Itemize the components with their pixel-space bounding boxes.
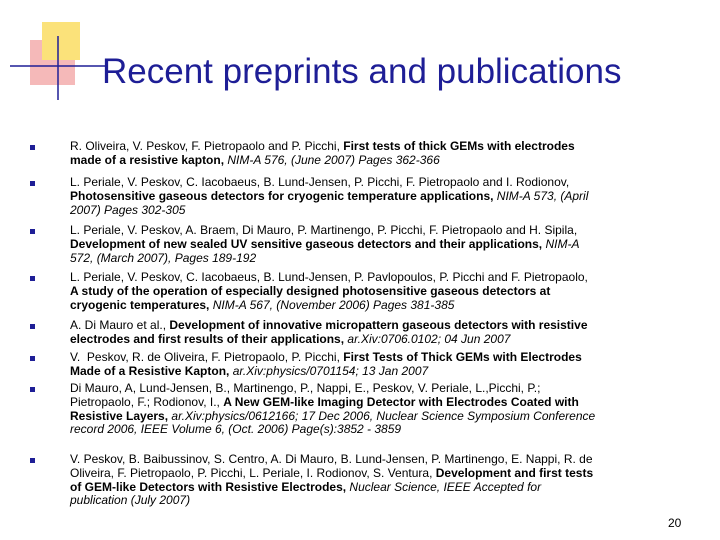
publication-title-text: Development and first tests xyxy=(435,465,594,480)
publication-source-text: ar.Xiv:physics/0701154; 13 Jan 2007 xyxy=(232,363,429,378)
publication-line xyxy=(70,351,700,365)
publication-title-text: electrodes and first results of their applications, xyxy=(70,331,348,346)
publication-source-text: Nuclear Science, IEEE Accepted for xyxy=(349,479,542,494)
publication-title-text: Resistive Layers, xyxy=(70,408,172,423)
publication-line xyxy=(70,423,700,437)
publication-title-text: A New GEM-like Imaging Detector with Electrodes Coated with xyxy=(223,394,579,409)
publication-source-text: NIM-A 573, (April xyxy=(496,188,589,203)
publication-authors-text: V. Peskov, B. Baibussinov, S. Centro, A. Di Mauro, B. Lund-Jensen, P. Martinengo, E. Nappi, R. de xyxy=(70,452,593,466)
publication-line xyxy=(70,140,700,154)
publication-line xyxy=(70,494,700,508)
publication-line xyxy=(70,453,700,467)
publication-line xyxy=(70,467,700,481)
publication-authors-text: L. Periale, V. Peskov, C. Iacobaeus, B. Lund-Jensen, P. Picchi, F. Pietropaolo and I. Rodionov, xyxy=(70,175,570,189)
publication-title-text: Development of new sealed UV sensitive gaseous detectors and their applications, xyxy=(70,236,546,251)
publication-source-text: 2007) Pages 302-305 xyxy=(70,202,186,217)
publication-line xyxy=(70,176,700,190)
publication-title-text: Made of a Resistive Kapton, xyxy=(70,363,233,378)
publication-source-text: record 2006, IEEE Volume 6, (Oct. 2006) Page(s):3852 - 3859 xyxy=(70,422,402,437)
publication-source-text: publication (July 2007) xyxy=(70,493,191,508)
publication-line xyxy=(70,396,700,410)
publication-authors-text: V. Peskov, R. de Oliveira, F. Pietropaolo, P. Picchi, xyxy=(70,350,344,364)
publication-line xyxy=(70,333,700,347)
publication-source-text: ar.Xiv:0706.0102; 04 Jun 2007 xyxy=(347,331,511,346)
bullet-icon xyxy=(30,387,35,392)
publication-line xyxy=(70,285,700,299)
bullet-icon xyxy=(30,356,35,361)
publication-authors-text: L. Periale, V. Peskov, A. Braem, Di Mauro, P. Martinengo, P. Picchi, F. Pietropaolo and H. Sipila, xyxy=(70,223,578,237)
bullet-icon xyxy=(30,229,35,234)
publication-title-text: First Tests of Thick GEMs with Electrodes xyxy=(343,350,582,364)
publication-authors-text: Oliveira, F. Pietropaolo, P. Picchi, L. Periale, I. Rodionov, S. Ventura, xyxy=(70,465,436,480)
publication-authors-text: R. Oliveira, V. Peskov, F. Pietropaolo and P. Picchi, xyxy=(70,139,344,153)
publication-line xyxy=(70,319,700,333)
publication-line xyxy=(70,481,700,495)
publication-title-text: made of a resistive kapton, xyxy=(70,152,228,167)
publication-line xyxy=(70,252,700,266)
publication-title-text: A study of the operation of especially designed photosensitive gaseous detectors at xyxy=(70,283,551,298)
bullet-icon xyxy=(30,324,35,329)
publication-line xyxy=(70,238,700,252)
publication-source-text: NIM-A 576, (June 2007) Pages 362-366 xyxy=(227,152,440,167)
bullet-icon xyxy=(30,276,35,281)
slide-title: Recent preprints and publications xyxy=(102,52,622,91)
publication-source-text: NIM-A 567, (November 2006) Pages 381-385 xyxy=(212,297,455,312)
publication-line xyxy=(70,365,700,379)
logo-yellow-square xyxy=(42,22,80,60)
bullet-icon xyxy=(30,458,35,463)
publication-authors-text: L. Periale, V. Peskov, C. Iacobaeus, B. Lund-Jensen, P. Pavlopoulos, P. Picchi and F. Pietropaolo, xyxy=(70,270,588,284)
publication-title-text: Photosensitive gaseous detectors for cryogenic temperature applications, xyxy=(70,188,497,203)
publication-line xyxy=(70,154,700,168)
publication-title-text: Development of innovative micropattern gaseous detectors with resistive xyxy=(169,318,588,332)
publication-line xyxy=(70,224,700,238)
publication-title-text: cryogenic temperatures, xyxy=(70,297,213,312)
bullet-icon xyxy=(30,145,35,150)
publication-source-text: 572, (March 2007), Pages 189-192 xyxy=(70,250,257,265)
publication-source-text: ar.Xiv:physics/0612166; 17 Dec 2006, Nuclear Science Symposium Conference xyxy=(171,408,596,423)
publication-authors-text: A. Di Mauro et al., xyxy=(70,318,170,332)
publication-authors-text: Pietropaolo, F.; Rodionov, I., xyxy=(70,394,224,409)
publication-line xyxy=(70,382,700,396)
publication-line xyxy=(70,299,700,313)
publication-line xyxy=(70,204,700,218)
slide-logo-decoration xyxy=(0,0,110,110)
publication-authors-text: Di Mauro, A, Lund-Jensen, B., Martinengo, P., Nappi, E., Peskov, V. Periale, L.,Picchi, P.; xyxy=(70,381,541,395)
publication-line xyxy=(70,271,700,285)
bullet-icon xyxy=(30,181,35,186)
publication-line xyxy=(70,190,700,204)
publication-title-text: First tests of thick GEMs with electrodes xyxy=(343,139,575,153)
publication-line xyxy=(70,410,700,424)
publication-title-text: of GEM-like Detectors with Resistive Electrodes, xyxy=(70,479,350,494)
publication-source-text: NIM-A xyxy=(545,236,580,251)
page-number: 20 xyxy=(668,516,682,530)
